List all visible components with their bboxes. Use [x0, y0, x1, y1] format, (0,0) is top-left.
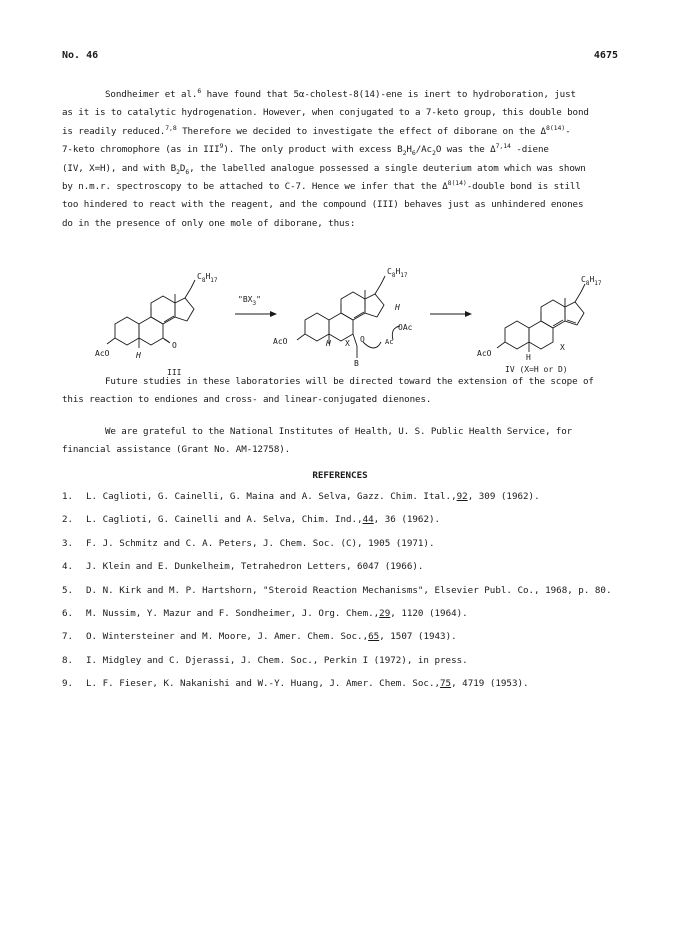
scheme-text: OAc — [398, 323, 413, 332]
reference-item: 6. M. Nussim, Y. Mazur and F. Sondheimer, J. Org. Chem., 29 , 1120 (1964). — [62, 607, 468, 619]
scheme-text: $C_8H_{17}$ — [197, 272, 218, 284]
compound-label-III: III — [167, 368, 182, 377]
page-number: 4675 — [593, 50, 618, 61]
scheme-text: AcO — [95, 349, 110, 358]
paragraph-sondheimer — [62, 86, 622, 233]
text-line: We are grateful to the National Institutes of Health, U. S. Public Health Service, for — [105, 426, 573, 437]
reference-item: 9. L. F. Fieser, K. Nakanishi and W.-Y. Huang, J. Amer. Chem. Soc., 75 , 4719 (1953). — [62, 678, 529, 690]
text-line: Sondheimer et al.$^6$ have found that 5α-cholest-8(14)-ene is inert to hydroboration, just — [105, 86, 576, 100]
reaction-scheme — [95, 262, 625, 382]
scheme-text: $C_8H_{17}$ — [387, 267, 408, 279]
scheme-text: AcO — [273, 337, 288, 346]
text-line: do in the presence of only one mole of diborane, thus: — [62, 217, 356, 229]
reaction-arrow — [430, 311, 472, 317]
reference-item: 5. D. N. Kirk and M. P. Hartshorn, "Steroid Reaction Mechanisms", Elsevier Publ. Co., 1968, p. 80. — [62, 584, 612, 596]
scheme-text: $C_8H_{17}$ — [581, 275, 602, 287]
scheme-text: H — [326, 339, 331, 348]
compound-label-IV: IV (X=H or D) — [505, 365, 568, 374]
text-line: this reaction to endiones and cross- and linear-conjugated dienones. — [62, 394, 432, 406]
scheme-text: X — [345, 339, 350, 348]
references-list — [62, 491, 611, 702]
references-heading: REFERENCES — [312, 470, 368, 481]
reference-item: 3. F. J. Schmitz and C. A. Peters, J. Chem. Soc. (C), 1905 (1971). — [62, 537, 435, 549]
reference-item: 1. L. Caglioti, G. Cainelli, G. Maina and A. Selva, Gazz. Chim. Ital., 92 , 309 (1962). — [62, 491, 540, 502]
paragraph-acknowledgement — [62, 423, 622, 460]
text-line: Future studies in these laboratories will be directed toward the extension of the scope of — [105, 376, 594, 387]
reference-item: 2. L. Caglioti, G. Cainelli and A. Selva, Chim. Ind., 44 , 36 (1962). — [62, 514, 441, 526]
scheme-text: H — [526, 353, 531, 362]
paragraph-future-studies — [62, 373, 622, 410]
text-line: is readily reduced.$^{7,8}$ Therefore we decided to investigate the effect of diborane on the $\Delta^{8(14)}-$ — [62, 123, 571, 137]
scheme-text: H — [395, 303, 400, 312]
compound-IV-structure — [497, 284, 585, 352]
text-line: as it is to catalytic hydrogenation. However, when conjugated to a 7-keto group, this double bond — [62, 107, 589, 119]
scheme-text: H — [136, 351, 141, 360]
scheme-text: O — [172, 341, 177, 350]
reference-item: 8. I. Midgley and C. Djerassi, J. Chem. Soc., Perkin I (1972), in press. — [62, 654, 468, 666]
scheme-text: Ac — [385, 338, 394, 346]
scheme-text: X — [560, 343, 565, 352]
journal-issue-number: No. 46 — [62, 50, 99, 61]
text-line: 7-keto chromophore (as in III$^9$). The only product with excess $B_2H_6/Ac_2O$ was the Δ$^{7,14}$ -diene — [62, 142, 549, 158]
text-line: by n.m.r. spectroscopy to be attached to C-7. Hence we infer that the $\Delta^{8(14)}$-double bond is still — [62, 178, 581, 193]
scheme-text: AcO — [477, 349, 492, 358]
text-line: (IV, X=H), and with $B_2D_6$, the labelled analogue possessed a single deuterium atom which was shown — [62, 162, 586, 176]
reference-item: 4. J. Klein and E. Dunkelheim, Tetrahedron Letters, 6047 (1966). — [62, 561, 424, 573]
compound-III-structure — [107, 280, 195, 348]
text-line: too hindered to react with the reagent, and the compound (III) behaves just as unhindered enones — [62, 199, 584, 211]
text-line: financial assistance (Grant No. AM-12758). — [62, 444, 291, 456]
scheme-text: B — [354, 359, 359, 368]
reaction-arrow — [235, 311, 277, 317]
reference-item: 7. O. Wintersteiner and M. Moore, J. Amer. Chem. Soc., 65 , 1507 (1943). — [62, 631, 457, 643]
scheme-text: "$BX_3$" — [238, 295, 261, 307]
scheme-text: O — [360, 335, 365, 344]
